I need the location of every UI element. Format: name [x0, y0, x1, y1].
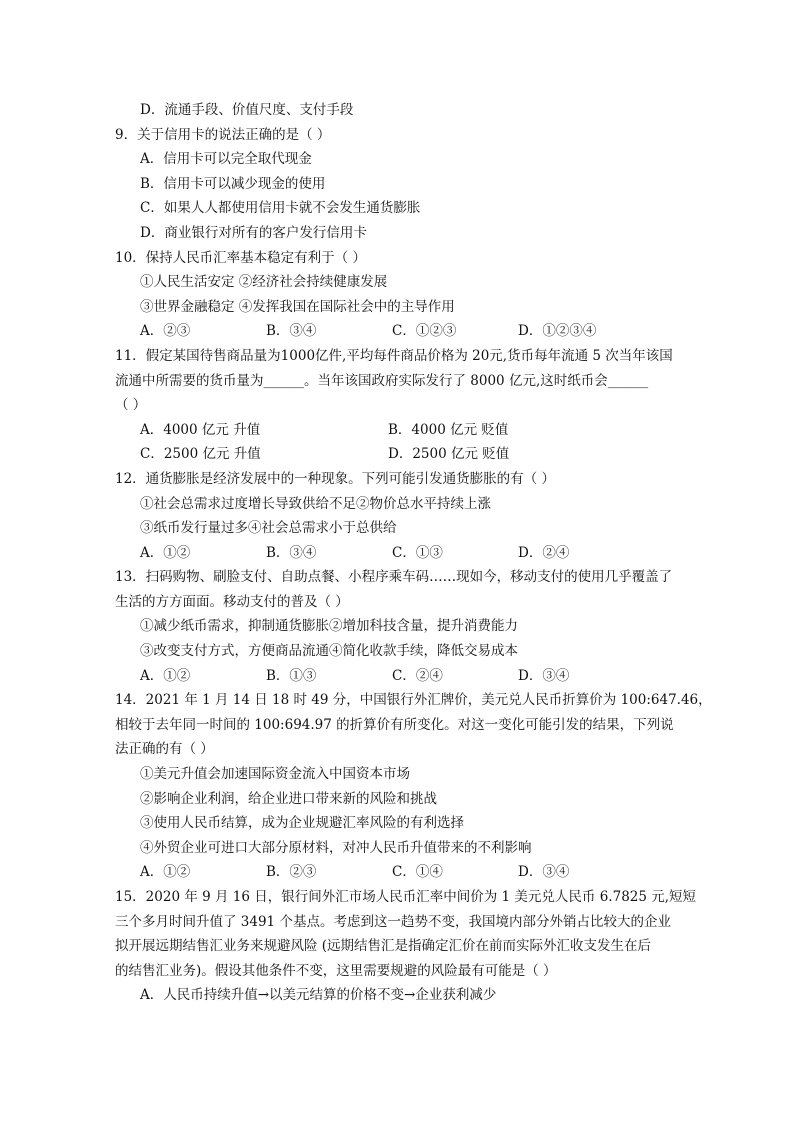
question-line: 13．扫码购物、刷脸支付、自助点餐、小程序乘车码……现如今，移动支付的使用几乎覆盖了 — [115, 569, 673, 586]
question-line: 15．2020 年 9 月 16 日，银行间外汇市场人民币汇率中间价为 1 美元兑人民币 6.7825 元,短短 — [115, 889, 697, 905]
question-line: 法正确的有（ ） — [115, 741, 214, 758]
answer-choice: D．①②③④ — [518, 323, 597, 340]
question-line: 生活的方方面面。移动支付的普及（ ） — [115, 593, 349, 610]
question-line: 的结售汇业务)。假设其他条件不变，这里需要规避的风险最有可能是（ ） — [115, 962, 557, 979]
answer-choice: A．①② — [140, 544, 191, 561]
question-line: 14．2021 年 1 月 14 日 18 时 49 分，中国银行外汇牌价，美元兑人民币折算价为 100:647.46， — [115, 692, 712, 709]
answer-choices — [115, 541, 680, 566]
option-line: ③世界金融稳定 ④发挥我国在国际社会中的主导作用 — [140, 298, 455, 315]
answer-choice: B．②③ — [266, 864, 317, 881]
question-list — [115, 98, 712, 1008]
answer-choices — [115, 319, 680, 344]
question-line: 拟开展远期结售汇业务来规避风险 (远期结售汇是指确定汇价在前而实际外汇收支发生在后 — [115, 938, 652, 955]
answer-choice: C．2500 亿元 升值 — [140, 446, 261, 463]
option-line: ①减少纸币需求，抑制通货膨胀②增加科技含量，提升消费能力 — [140, 618, 518, 635]
question-line: 11．假定某国待售商品量为1000亿件,平均每件商品价格为 20元,货币每年流通 5 次当年该国 — [115, 347, 673, 364]
answer-choice: C．①②③ — [392, 323, 457, 340]
answer-choice: C．①③ — [392, 544, 443, 561]
answer-choices — [115, 664, 680, 689]
answer-choice: B．①③ — [266, 667, 317, 684]
option-line: ③改变支付方式，方便商品流通④简化收款手续，降低交易成本 — [140, 643, 518, 660]
option-line: ③纸币发行量过多④社会总需求小于总供给 — [140, 520, 397, 537]
answer-choice: D．③④ — [518, 864, 570, 881]
option-line: C．如果人人都使用信用卡就不会发生通货膨胀 — [140, 200, 421, 217]
answer-choices — [115, 860, 680, 885]
question-line: （ ） — [115, 397, 147, 414]
answer-choice: A．4000 亿元 升值 — [140, 421, 261, 438]
option-line: A．信用卡可以完全取代现金 — [140, 151, 312, 168]
option-line: ②影响企业利润，给企业进口带来新的风险和挑战 — [140, 790, 437, 807]
question-line: 相较于去年同一时间的 100:694.97 的折算价有所变化。对这一变化可能引发的结果，下列说 — [115, 716, 674, 733]
option-line: B．信用卡可以减少现金的使用 — [140, 175, 326, 192]
option-line: ①社会总需求过度增长导致供给不足②物价总水平持续上涨 — [140, 495, 491, 512]
answer-choice: A．②③ — [140, 323, 191, 340]
option-line: ④外贸企业可进口大部分原材料，对冲人民币升值带来的不利影响 — [140, 839, 532, 856]
question-line: 12．通货膨胀是经济发展中的一种现象。下列可能引发通货膨胀的有（ ） — [115, 470, 555, 487]
option-line: ①美元升值会加速国际资金流入中国资本市场 — [140, 766, 410, 783]
answer-choice: C．①④ — [392, 864, 443, 881]
option-line: ③使用人民币结算，成为企业规避汇率风险的有利选择 — [140, 815, 464, 832]
question-line: 流通中所需要的货币量为______。当年该国政府实际发行了 8000 亿元,这时纸币会______ — [115, 372, 649, 389]
option-line: ①人民生活安定 ②经济社会持续健康发展 — [140, 274, 388, 291]
question-line: 9．关于信用卡的说法正确的是（ ） — [115, 126, 331, 143]
option-line: D．商业银行对所有的客户发行信用卡 — [140, 224, 367, 241]
answer-choice: D．③④ — [518, 667, 570, 684]
answer-choice: B．4000 亿元 贬值 — [388, 421, 509, 438]
answer-choices — [115, 442, 680, 467]
option-line: D．流通手段、价值尺度、支付手段 — [140, 102, 354, 118]
answer-choice: D．2500 亿元 贬值 — [388, 446, 510, 463]
answer-choice: D．②④ — [518, 544, 570, 561]
option-line: A．人民币持续升值→以美元结算的价格不变→企业获利减少 — [140, 987, 497, 1004]
question-line: 三个多月时间升值了 3491 个基点。考虑到这一趋势不变，我国境内部分外销占比较大的企业 — [115, 913, 671, 930]
answer-choice: B．③④ — [266, 544, 317, 561]
answer-choice: A．①② — [140, 864, 191, 881]
question-line: 10．保持人民币汇率基本稳定有利于（ ） — [115, 249, 366, 266]
answer-choices — [115, 418, 680, 443]
answer-choice: A．①② — [140, 667, 191, 684]
answer-choice: C．②④ — [392, 667, 443, 684]
answer-choice: B．③④ — [266, 323, 317, 340]
